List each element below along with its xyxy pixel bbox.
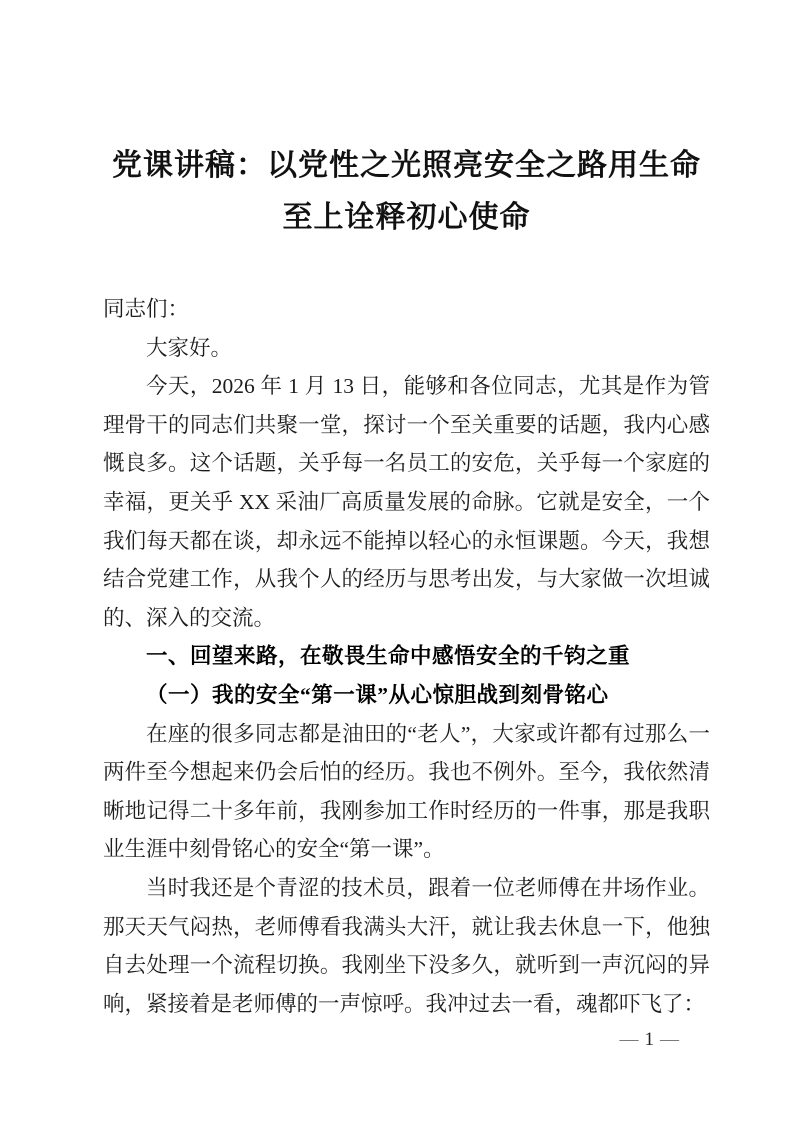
- greeting-paragraph: 大家好。: [146, 335, 233, 360]
- page-number: 1: [644, 1029, 656, 1050]
- footer-right-dash: —: [660, 1029, 681, 1050]
- subsection-1-1-heading: （一）我的安全“第一课”从心惊胆战到刻骨铭心: [146, 682, 609, 707]
- document-title: 党课讲稿：以党性之光照亮安全之路用生命至上诠释初心使命: [112, 149, 701, 234]
- document-content: [103, 140, 710, 1023]
- footer-left-dash: —: [619, 1029, 641, 1050]
- document-body: [103, 290, 710, 1023]
- story-paragraph: 当时我还是个青涩的技术员，跟着一位老师傅在井场作业。那天天气闷热，老师傅看我满头大汗，就让我去休息一下，他独自去处理一个流程切换。我刚坐下没多久，就听到一声沉闷的异响，紧接着是老师傅的一声惊呼。我冲过去一看，魂都吓飞了：: [103, 875, 710, 1016]
- section-1-heading: 一、回望来路，在敬畏生命中感悟安全的千钧之重: [146, 644, 631, 669]
- salutation-line: 同志们：: [103, 297, 190, 321]
- page-number-footer: [620, 1028, 682, 1052]
- first-lesson-paragraph: 在座的很多同志都是油田的“老人”，大家或许都有过那么一两件至今想起来仍会后怕的经历。我也不例外。至今，我依然清晰地记得二十多年前，我刚参加工作时经历的一件事，那是我职业生涯中刻骨铭心的安全“第一课”。: [103, 721, 710, 862]
- intro-paragraph: 今天，2026 年 1 月 13 日，能够和各位同志，尤其是作为管理骨干的同志们共聚一堂，探讨一个至关重要的话题，我内心感慨良多。这个话题，关乎每一名员工的安危，关乎每一个家庭的幸福，更关乎 XX 采油厂高质量发展的命脉。它就是安全，一个我们每天都在谈，却永远不能掉以轻心的永恒课题。今天，我想结合党建工作，从我个人的经历与思考出发，与大家做一次坦诚的、深入的交流。: [103, 374, 710, 630]
